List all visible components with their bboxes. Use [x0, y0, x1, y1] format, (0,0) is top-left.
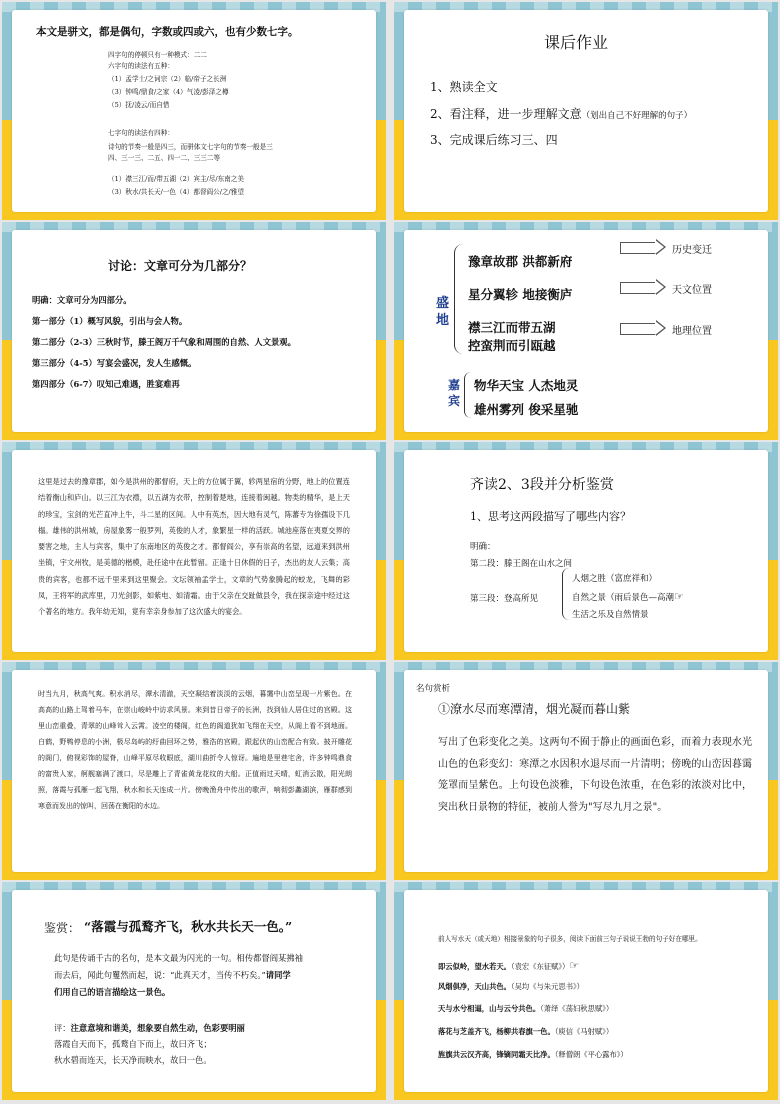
slide-card — [12, 230, 376, 432]
bracket — [562, 568, 569, 620]
text-line: 诗句的节奏一般是四三，而骈体文七字句的节奏一般是三 — [108, 143, 273, 151]
analysis-paragraph: 写出了色彩变化之美。这两句不囿于静止的画面色彩，而着力表现水光山色的色彩变幻：寒潭之水因积水退尽而一片清明；傍晚的山峦因暮霭笼罩而呈紫色。上句设色淡雅，下句设色浓重，在色彩的浓淡对比中，突出秋日景物的特征，被前人誉为"写尽九月之景"。 — [438, 737, 752, 813]
note-line — [54, 1022, 245, 1034]
example-source: （庾信《马射赋》） — [554, 1027, 614, 1036]
example-text: 旌旗共云汉齐高，锋镝同霜天比净。 — [438, 1050, 555, 1059]
appreciation-label: 鉴赏： — [44, 921, 81, 935]
place-row: 襟三江而带五湖 — [468, 320, 556, 335]
text-line: （1）襟三江/而/带五湖（2）宾主/尽/东南之美 — [108, 175, 244, 183]
text-line: 落霞自天而下，孤鹜自下而上，故曰齐飞； — [54, 1039, 212, 1049]
question: 1、思考这两段描写了哪些内容？ — [470, 510, 631, 523]
example-line — [438, 1027, 613, 1037]
text-line: 第四部分（6-7）叹知己难遇，胜宴难再 — [32, 379, 180, 389]
slide-6[interactable] — [394, 442, 778, 660]
text-line: 六字句的读法有五种： — [108, 62, 174, 70]
text-line: （5）抚/凌云/而自惜 — [108, 101, 170, 109]
text-line: 们用自己的语言描绘这一景色。 — [54, 987, 171, 997]
arrow-head-icon — [656, 279, 666, 295]
text-line: （1）孟学士/之词宗（2）临/帝子之长洲 — [108, 75, 227, 83]
slide-2[interactable] — [394, 2, 778, 220]
category-label: 历史变迁 — [672, 245, 712, 256]
slide-card — [404, 670, 768, 872]
text-line — [54, 969, 291, 981]
homework-item: 1、熟读全文 — [430, 80, 498, 94]
place-row: 控蛮荆而引瓯越 — [468, 338, 556, 353]
slide-card — [404, 890, 768, 1092]
guest-row: 雄州雾列 俊采星驰 — [474, 402, 579, 417]
slide-title: 齐读2、3段并分析鉴赏 — [470, 477, 614, 493]
translation-paragraph: 这里是过去的豫章郡，如今是洪州的都督府，天上的方位属于翼，轸两星宿的分野，地上的位置连结着衡山和庐山。以三江为衣襟，以五湖为衣带，控制着楚地，连接着闽越。物类的精华，是上天的珍宝，宝剑的光芒直冲上牛，斗二星的区间。人中有英杰，因大地有灵气，陈蕃专为徐孺设下几榻。雄伟的洪州城，房屋象雾一般罗列，英俊的人才，象繁星一样的活跃。城池座落在夷夏交界的要害之地，主人与宾客，集中了东南地区的英俊之才。都督阎公，享有崇高的名望，远道来到洪州坐镇，宇文州牧，是美德的楷模，赴任途中在此暂留。正逢十日休假的日子，杰出的友人云集；高贵的宾客，也都不远千里来到这里聚会。文坛领袖孟学士，文章的气势象腾起的蛟龙，飞舞的彩凤，王将军的武库里，刀光剑影，如紫电、如清霜。由于父亲在交趾做县令，我在探亲途中经过这个著名的地方。我年幼无知，竟有幸亲身参加了这次盛大的宴会。 — [38, 477, 350, 617]
slide-9[interactable] — [2, 882, 386, 1100]
category-label: 地理位置 — [672, 326, 712, 337]
bracket — [464, 372, 471, 418]
homework-item-text: 2、看注释，进一步理解文意 — [430, 107, 582, 121]
arrow-icon — [620, 242, 657, 254]
arrow-icon — [620, 323, 657, 335]
example-line — [438, 1004, 613, 1014]
text-line: 四字句的停顿只有一种模式：二二 — [108, 51, 207, 59]
example-source: （袁宏《东征赋》） — [510, 962, 570, 971]
slide-3[interactable] — [2, 222, 386, 440]
answer-label: 明确： — [470, 542, 496, 552]
example-text: 落花与芝盖齐飞，杨柳共春旗一色。 — [438, 1027, 555, 1036]
label-jia: 嘉 — [448, 378, 461, 392]
example-text: 风烟俱净，天山共色。 — [438, 982, 511, 991]
pointing-hand-icon[interactable]: ☞ — [674, 590, 684, 603]
slide-card — [404, 10, 768, 212]
sub-item: 人烟之胜（富庶祥和） — [572, 574, 658, 584]
arrow-head-icon — [656, 320, 666, 336]
text-line: 明确：文章可分为四部分。 — [32, 295, 132, 305]
text-line: 四、三一三、二五、四一二、三三二等 — [108, 154, 221, 162]
slide-10[interactable] — [394, 882, 778, 1100]
text-line: 第二部分（2-3）三秋时节，滕王阁万千气象和周围的自然、人文景观。 — [32, 337, 296, 347]
example-line — [438, 982, 584, 992]
section-tag: 名句赏析 — [416, 684, 451, 694]
homework-item: 3、完成课后练习三、四 — [430, 133, 558, 147]
text-line: 第三部分（4-5）写宴会盛况，发人生感慨。 — [32, 358, 197, 368]
paragraph-summary: 第三段：登高所见 — [470, 594, 539, 604]
category-label: 天文位置 — [672, 285, 712, 296]
place-row: 星分翼轸 地接衡庐 — [468, 287, 573, 302]
slide-card — [12, 670, 376, 872]
example-line — [438, 1050, 628, 1060]
bracket — [454, 244, 463, 354]
sub-item — [572, 590, 684, 603]
label-di: 地 — [436, 313, 450, 328]
quote: “落霞与孤鹜齐飞，秋水共长天一色。” — [84, 919, 293, 934]
slide-card — [12, 450, 376, 652]
text-line: 此句是传诵千古的名句，是本文最为闪光的一句。相传都督阎某拂袖 — [54, 953, 303, 963]
slide-7[interactable] — [2, 662, 386, 880]
text-line-main: 而去后，闻此句矍然而起，说：“此真天才，当传不朽矣。” — [54, 970, 266, 980]
note-text: 注意意境和谐美，想象要自然生动，色彩要明丽 — [70, 1023, 245, 1033]
sub-item: 生活之乐及自然情景 — [572, 610, 649, 620]
arrow-head-icon — [656, 239, 666, 255]
homework-item-note: （划出自己不好理解的句子） — [581, 111, 693, 121]
slide-card — [12, 10, 376, 212]
place-row: 豫章故郡 洪都新府 — [468, 254, 573, 269]
slide-title: ①潦水尽而寒潭清，烟光凝而暮山紫 — [438, 702, 631, 716]
sub-item-text: 自然之景（雨后景色—高潮 — [572, 593, 675, 603]
translation-paragraph: 时当九月，秋高气爽。积水消尽，潭水清澈，天空凝结着淡淡的云烟，暮霭中山峦呈现一片紫色。在高高的山路上驾着马车，在崇山峻岭中访求风景。来到昔日帝子的长洲，找到仙人居住过的宫殿。这里山峦重叠，青翠的山峰耸入云霄。凌空的楼阁，红色的阁道犹如飞翔在天空，从阁上看不到地面。白鹤，野鸭停息的小洲，极尽岛屿的纡曲回环之势，雅浩的宫殿，跟起伏的山峦配合有致。披开雕花的阁门，俯视彩饰的屋脊，山峰平原尽收眼底，湖川曲折令人惊讶。遍地是里巷宅舍，许多钟鸣鼎食的富贵人家，舸舰塞满了渡口，尽是雕上了青雀黄龙花纹的大船。正值雨过天晴，虹消云散，阳光朗照，落霞与孤雁一起飞翔，秋水和长天连成一片。傍晚渔舟中传出的歌声，响彻彭蠡湖滨，雁群感到寒意而发出的惊叫，回荡在衡阳的水边。 — [38, 690, 352, 810]
example-source: （释僧朗《平心露布》） — [554, 1050, 628, 1059]
pointing-hand-icon[interactable]: ☞ — [569, 959, 580, 972]
slide-card — [404, 450, 768, 652]
slide-8[interactable] — [394, 662, 778, 880]
text-line: （3）钟鸣/鼎食/之家（4）气凌/彭泽之樽 — [108, 88, 229, 96]
text-line-emphasis: 请同学 — [265, 970, 291, 980]
intro-text: 前人写水天（或天地）相接景象的句子很多，阅读下面前三句子说说王勃的句子好在哪里。 — [438, 935, 702, 943]
arrow-icon — [620, 282, 657, 294]
slide-title: 讨论：文章可分为几部分？ — [108, 259, 253, 273]
slide-4[interactable] — [394, 222, 778, 440]
slide-1[interactable] — [2, 2, 386, 220]
note-label: 评： — [54, 1023, 71, 1033]
example-line — [438, 959, 579, 972]
example-text: 天与水兮相逼，山与云兮共色。 — [438, 1004, 541, 1013]
slide-5[interactable] — [2, 442, 386, 660]
guest-row: 物华天宝 人杰地灵 — [474, 378, 579, 393]
text-line: （3）秋水/共长天/一色（4）都督阎公/之/雅望 — [108, 188, 244, 196]
homework-item — [430, 105, 692, 122]
text-line: 第一部分（1）概写风貌，引出与会人物。 — [32, 316, 188, 326]
slide-heading: 本文是骈文，都是偶句，字数或四或六，也有少数七字。 — [36, 26, 299, 38]
text-line: 秋水碧而连天，长天净而映水，故曰一色。 — [54, 1055, 212, 1065]
paragraph-summary: 第二段：滕王阁在山水之间 — [470, 559, 573, 569]
slide-card — [404, 230, 768, 432]
example-text: 即云似岭，望水若天。 — [438, 962, 511, 971]
label-bin: 宾 — [448, 394, 461, 408]
example-source: （萧绎《荡妇秋思赋》） — [540, 1004, 614, 1013]
example-source: （吴均《与朱元思书》） — [510, 982, 584, 991]
text-line: 七字句的读法有四种： — [108, 129, 174, 137]
label-sheng: 盛 — [436, 296, 450, 311]
slide-title: 课后作业 — [544, 33, 609, 52]
slide-card — [12, 890, 376, 1092]
